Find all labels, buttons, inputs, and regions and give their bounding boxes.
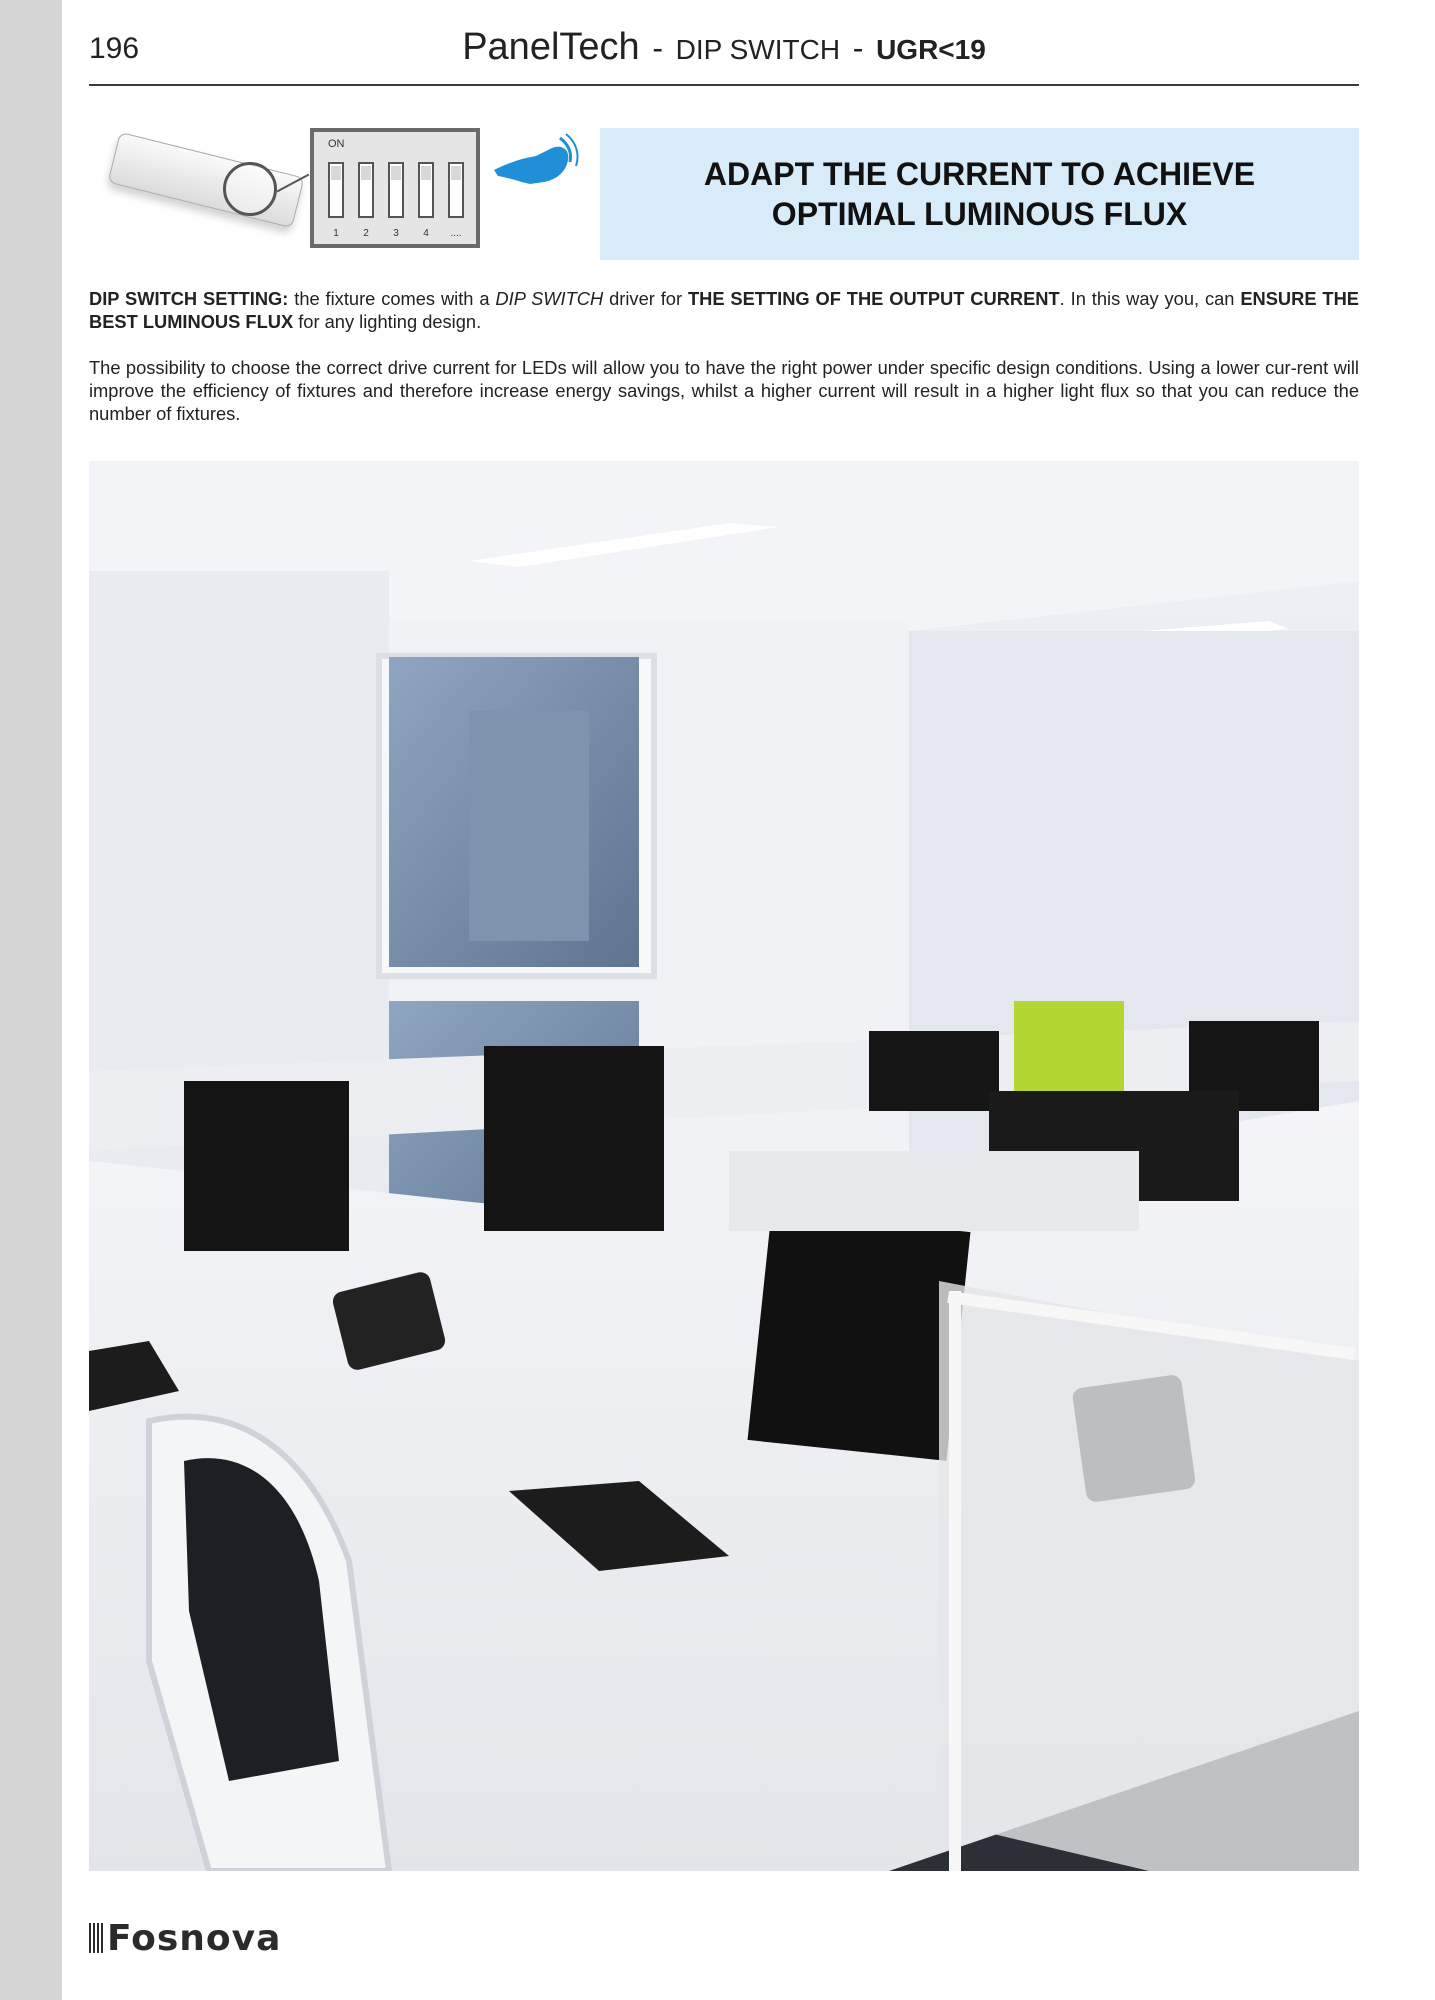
pointing-hand-icon	[490, 132, 580, 202]
dip-switch-toggle	[448, 162, 464, 218]
dip-switch-icon	[310, 128, 480, 248]
callout-text: ADAPT THE CURRENT TO ACHIEVE OPTIMAL LUMINOUS FLUX	[703, 156, 1256, 232]
page-number: 196	[89, 32, 140, 65]
brand-name: PanelTech	[462, 26, 640, 68]
paragraph-text: the fixture comes with a	[288, 288, 496, 309]
callout-banner	[600, 128, 1359, 260]
magnifier-circle-icon	[223, 162, 277, 216]
paragraph-bold: ENSURE THE BEST LUMINOUS FLUX	[89, 288, 1359, 332]
paragraph-text: for any lighting design.	[293, 311, 482, 332]
dip-switch-number: 3	[393, 228, 399, 239]
dip-switch-toggle	[358, 162, 374, 218]
dip-switch-number: 4	[423, 228, 429, 239]
paragraph-italic: DIP SWITCH	[495, 288, 604, 309]
dip-switch-paragraph	[89, 287, 1359, 333]
page-edge-strip	[0, 0, 62, 2000]
logo-text: Fosnova	[107, 1917, 282, 1959]
paragraph-bold: THE SETTING OF THE OUTPUT CURRENT	[687, 288, 1060, 309]
drive-current-paragraph: The possibility to choose the correct drive current for LEDs will allow you to have the right power under specific design conditions. Using a lower cur-rent will improve the efficiency of fixtures and therefore increase energy savings, whilst a higher current will result in a higher light flux so that you can reduce the number of fixtures.	[89, 357, 1359, 424]
fosnova-logo	[89, 1918, 281, 1958]
title-separator: -	[652, 30, 663, 66]
paragraph-text: . In this way you, can	[1059, 288, 1241, 309]
logo-mark-icon	[89, 1923, 103, 1953]
paragraph-text: driver for	[603, 288, 688, 309]
dip-switch-toggle	[328, 162, 344, 218]
title-subtitle: DIP SWITCH	[675, 34, 841, 65]
title-rating: UGR<19	[876, 34, 986, 65]
office-workstations-photo	[89, 461, 1359, 1871]
paragraph-lead: DIP SWITCH SETTING:	[89, 288, 289, 309]
page-header	[89, 22, 1359, 86]
title-separator: -	[852, 30, 864, 66]
dip-switch-number: ....	[450, 228, 462, 239]
dip-switch-number: 1	[333, 228, 339, 239]
dip-on-label: ON	[328, 138, 345, 150]
office-scene-illustration	[89, 461, 1359, 1871]
dip-switch-illustration	[105, 124, 595, 254]
dip-switch-number: 2	[363, 228, 369, 239]
dip-switch-toggle	[418, 162, 434, 218]
page-title	[89, 26, 1359, 69]
dip-switch-toggle	[388, 162, 404, 218]
